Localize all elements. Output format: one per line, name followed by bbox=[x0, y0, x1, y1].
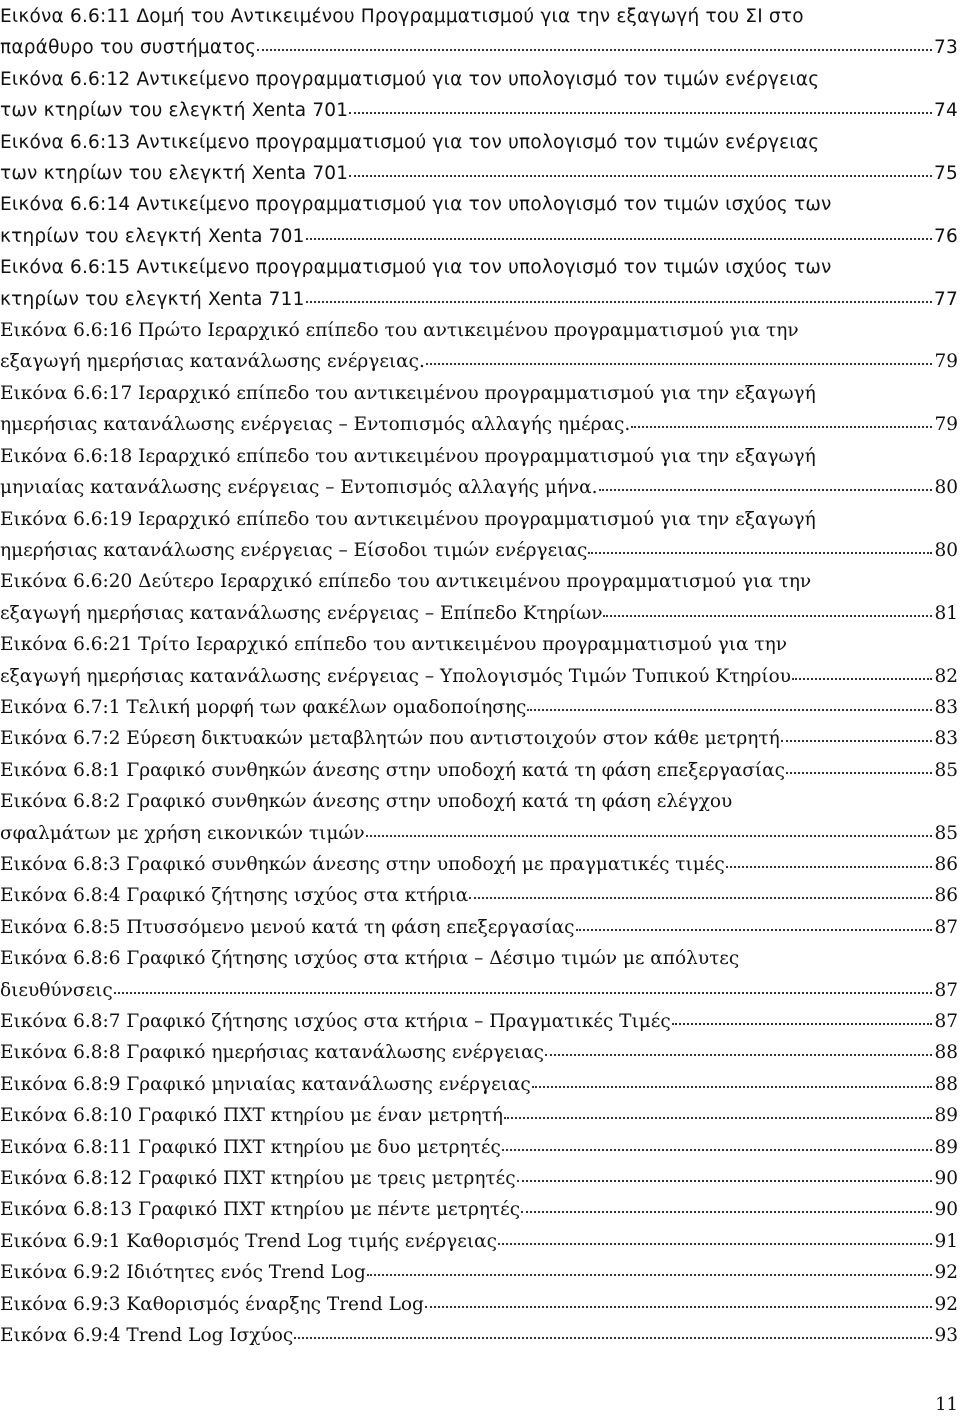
dot-leader bbox=[602, 600, 933, 619]
toc-entry-title: Εικόνα 6.7:1 Τελική μορφή των φακέλων ομαδοποίησης bbox=[0, 696, 527, 718]
dot-leader bbox=[293, 1323, 933, 1342]
toc-entry-title-line: Εικόνα 6.6:20 Δεύτερο Ιεραρχικό επίπεδο του αντικειμένου προγραμματισμού για την bbox=[0, 571, 812, 593]
toc-entry[interactable] bbox=[0, 315, 958, 378]
dot-leader bbox=[598, 475, 934, 494]
toc-entry-last-line bbox=[0, 1069, 958, 1100]
dot-leader bbox=[671, 1009, 934, 1028]
toc-entry-page: 81 bbox=[934, 602, 958, 624]
toc-entry-last-line bbox=[0, 472, 958, 503]
toc-entry-page: 74 bbox=[934, 100, 958, 122]
toc-entry-last-line bbox=[0, 692, 958, 723]
dot-leader bbox=[531, 1071, 934, 1090]
toc-entry-page: 82 bbox=[934, 665, 958, 687]
toc-entry-title: των κτηρίων του ελεγκτή Xenta 701 bbox=[0, 163, 349, 185]
dot-leader bbox=[575, 914, 934, 933]
toc-entry-last-line bbox=[0, 755, 958, 786]
dot-leader bbox=[468, 883, 933, 902]
toc-entry[interactable] bbox=[0, 880, 958, 911]
toc-entry-last-line bbox=[0, 535, 958, 566]
dot-leader bbox=[501, 1134, 934, 1153]
toc-entry-title: Εικόνα 6.8:9 Γραφικό μηνιαίας κατανάλωσης ενέργειας bbox=[0, 1073, 531, 1095]
toc-entry-page: 88 bbox=[934, 1042, 958, 1064]
toc-entry-page: 85 bbox=[934, 822, 958, 844]
toc-entry-title: Εικόνα 6.8:5 Πτυσσόμενο μενού κατά τη φάση επεξεργασίας bbox=[0, 916, 575, 938]
toc-entry-page: 86 bbox=[934, 853, 958, 875]
dot-leader bbox=[780, 726, 934, 745]
toc-entry-title: ημερήσιας κατανάλωσης ενέργειας – Είσοδοι τιμών ενέργειας bbox=[0, 539, 588, 561]
dot-leader bbox=[305, 286, 933, 305]
toc-entry[interactable] bbox=[0, 504, 958, 567]
toc-entry-title: ημερήσιας κατανάλωσης ενέργειας – Εντοπισμός αλλαγής ημέρας. bbox=[0, 414, 631, 436]
dot-leader bbox=[725, 851, 934, 870]
toc-entry[interactable] bbox=[0, 912, 958, 943]
toc-entry-title: Εικόνα 6.8:3 Γραφικό συνθηκών άνεσης στην υποδοχή με πραγματικές τιμές bbox=[0, 853, 725, 875]
dot-leader bbox=[520, 1197, 933, 1216]
toc-entry-title: παράθυρο του συστήματος bbox=[0, 37, 257, 59]
toc-entry-last-line bbox=[0, 598, 958, 629]
toc-entry[interactable] bbox=[0, 1006, 958, 1037]
toc-entry-last-line bbox=[0, 1006, 958, 1037]
toc-entry-title: Εικόνα 6.9:2 Ιδιότητες ενός Trend Log bbox=[0, 1262, 366, 1284]
toc-entry[interactable] bbox=[0, 1069, 958, 1100]
toc-entry-page: 90 bbox=[934, 1168, 958, 1190]
toc-entry-title: Εικόνα 6.9:1 Καθορισμός Trend Log τιμής ενέργειας bbox=[0, 1230, 497, 1252]
toc-entry-page: 79 bbox=[934, 351, 958, 373]
toc-entry-page: 93 bbox=[934, 1325, 958, 1347]
toc-entry-last-line bbox=[0, 723, 958, 754]
dot-leader bbox=[425, 349, 934, 368]
toc-entry-last-line bbox=[0, 221, 958, 252]
dot-leader bbox=[424, 1291, 934, 1310]
toc-entry-page: 85 bbox=[934, 759, 958, 781]
dot-leader bbox=[544, 1040, 933, 1059]
toc-entry-title: κτηρίων του ελεγκτή Xenta 711 bbox=[0, 288, 305, 310]
toc-entry-title-line: Εικόνα 6.6:16 Πρώτο Ιεραρχικό επίπεδο του αντικειμένου προγραμματισμού για την bbox=[0, 320, 799, 342]
toc-entry-page: 86 bbox=[934, 885, 958, 907]
toc-entry-last-line bbox=[0, 346, 958, 377]
toc-entry-page: 75 bbox=[934, 163, 958, 185]
toc-entry-title-line: Εικόνα 6.6:13 Αντικείμενο προγραμματισμού για τον υπολογισμό τον τιμών ενέργειας bbox=[0, 131, 820, 153]
toc-entry-title-line: Εικόνα 6.6:11 Δομή του Αντικειμένου Προγραμματισμού για την εξαγωγή του ΣΙ στο bbox=[0, 6, 804, 27]
dot-leader bbox=[366, 1260, 934, 1279]
toc-entry-last-line bbox=[0, 1163, 958, 1194]
toc-entry[interactable] bbox=[0, 1194, 958, 1225]
toc-entry-last-line bbox=[0, 880, 958, 911]
dot-leader bbox=[503, 1103, 933, 1122]
toc-entry[interactable] bbox=[0, 441, 958, 504]
toc-entry[interactable] bbox=[0, 1320, 958, 1351]
dot-leader bbox=[791, 663, 933, 682]
toc-entry-page: 90 bbox=[934, 1199, 958, 1221]
toc-entry-last-line bbox=[0, 1320, 958, 1351]
toc-entry-page: 80 bbox=[934, 539, 958, 561]
toc-entry[interactable] bbox=[0, 723, 958, 754]
toc-entry[interactable] bbox=[0, 566, 958, 629]
toc-entry[interactable] bbox=[0, 127, 958, 190]
toc-entry-page: 89 bbox=[934, 1136, 958, 1158]
toc-entry-page: 76 bbox=[934, 225, 958, 247]
toc-entry-title: Εικόνα 6.8:11 Γραφικό ΠΧΤ κτηρίου με δυο μετρητές bbox=[0, 1136, 501, 1158]
toc-entry[interactable] bbox=[0, 755, 958, 786]
dot-leader bbox=[113, 977, 934, 996]
toc-entry-title: Εικόνα 6.9:4 Trend Log Ισχύος bbox=[0, 1325, 294, 1347]
toc-entry[interactable] bbox=[0, 1163, 958, 1194]
toc-entry[interactable] bbox=[0, 849, 958, 880]
toc-entry[interactable] bbox=[0, 1037, 958, 1068]
dot-leader bbox=[516, 1166, 934, 1185]
toc-entry[interactable] bbox=[0, 1226, 958, 1257]
dot-leader bbox=[587, 537, 933, 556]
toc-entry-title-line: Εικόνα 6.6:21 Τρίτο Ιεραρχικό επίπεδο του αντικειμένου προγραμματισμού για την bbox=[0, 634, 787, 656]
toc-entry-title: κτηρίων του ελεγκτή Xenta 701 bbox=[0, 225, 305, 247]
toc-entry-title: Εικόνα 6.8:13 Γραφικό ΠΧΤ κτηρίου με πέντε μετρητές bbox=[0, 1199, 521, 1221]
toc-entry-last-line bbox=[0, 661, 958, 692]
dot-leader bbox=[348, 98, 933, 117]
toc-entry-title: μηνιαίας κατανάλωσης ενέργειας – Εντοπισμός αλλαγής μήνα. bbox=[0, 477, 598, 499]
toc-entry-title-line: Εικόνα 6.8:2 Γραφικό συνθηκών άνεσης στην υποδοχή κατά τη φάση ελέγχου bbox=[0, 791, 733, 813]
dot-leader bbox=[630, 412, 933, 431]
toc-entry-title: εξαγωγή ημερήσιας κατανάλωσης ενέργειας – Υπολογισμός Τιμών Τυπικού Κτηρίου bbox=[0, 665, 792, 687]
toc-entry-last-line bbox=[0, 32, 958, 63]
toc-entry-title: Εικόνα 6.7:2 Εύρεση δικτυακών μεταβλητών που αντιστοιχούν στον κάθε μετρητή bbox=[0, 728, 780, 750]
toc-entry-title-line: Εικόνα 6.6:17 Ιεραρχικό επίπεδο του αντικειμένου προγραμματισμού για την εξαγωγή bbox=[0, 382, 816, 404]
toc-entry-page: 92 bbox=[934, 1293, 958, 1315]
toc-entry[interactable] bbox=[0, 378, 958, 441]
toc-entry[interactable] bbox=[0, 692, 958, 723]
toc-entry-title: Εικόνα 6.8:8 Γραφικό ημερήσιας κατανάλωσης ενέργειας bbox=[0, 1042, 544, 1064]
toc-entry-title-line: Εικόνα 6.8:6 Γραφικό ζήτησης ισχύος στα κτήρια – Δέσιμο τιμών με απόλυτες bbox=[0, 948, 740, 970]
toc-entry[interactable] bbox=[0, 64, 958, 127]
toc-entry-title: Εικόνα 6.8:10 Γραφικό ΠΧΤ κτηρίου με έναν μετρητή bbox=[0, 1105, 504, 1127]
toc-entry-last-line bbox=[0, 1132, 958, 1163]
dot-leader bbox=[305, 223, 933, 242]
dot-leader bbox=[256, 35, 933, 54]
toc-entry[interactable] bbox=[0, 1100, 958, 1131]
toc-entry-title: διευθύνσεις bbox=[0, 979, 113, 1001]
toc-entry-title-line: Εικόνα 6.6:19 Ιεραρχικό επίπεδο του αντικειμένου προγραμματισμού για την εξαγωγή bbox=[0, 508, 816, 530]
toc-entry-last-line bbox=[0, 95, 958, 126]
dot-leader bbox=[526, 694, 933, 713]
toc-entry-title: εξαγωγή ημερήσιας κατανάλωσης ενέργειας – Επίπεδο Κτηρίων bbox=[0, 602, 603, 624]
toc-entry-page: 83 bbox=[934, 728, 958, 750]
toc-entry-title: Εικόνα 6.8:1 Γραφικό συνθηκών άνεσης στην υποδοχή κατά τη φάση επεξεργασίας bbox=[0, 759, 786, 781]
toc-entry-title-line: Εικόνα 6.6:14 Αντικείμενο προγραμματισμού για τον υπολογισμό τον τιμών ισχύος των bbox=[0, 194, 832, 216]
toc-entry-page: 87 bbox=[934, 916, 958, 938]
toc-entry[interactable] bbox=[0, 1, 958, 64]
toc-entry[interactable] bbox=[0, 1257, 958, 1288]
toc-entry[interactable] bbox=[0, 1132, 958, 1163]
toc-entry-last-line bbox=[0, 1257, 958, 1288]
toc-entry-page: 77 bbox=[934, 288, 958, 310]
toc-entry-title: Εικόνα 6.8:12 Γραφικό ΠΧΤ κτηρίου με τρεις μετρητές bbox=[0, 1168, 516, 1190]
page-number: 11 bbox=[935, 1394, 958, 1415]
toc-entry-page: 80 bbox=[934, 477, 958, 499]
toc-entry-title-line: Εικόνα 6.6:12 Αντικείμενο προγραμματισμού για τον υπολογισμό τον τιμών ενέργειας bbox=[0, 68, 820, 90]
toc-entry-last-line bbox=[0, 409, 958, 440]
toc-entry-last-line bbox=[0, 1194, 958, 1225]
toc-entry-last-line bbox=[0, 284, 958, 315]
toc-entry-last-line bbox=[0, 849, 958, 880]
toc-entry-title: σφαλμάτων με χρήση εικονικών τιμών bbox=[0, 822, 365, 844]
toc-entry-title: Εικόνα 6.8:7 Γραφικό ζήτησης ισχύος στα κτήρια – Πραγματικές Τιμές bbox=[0, 1011, 671, 1032]
toc-entry-title: εξαγωγή ημερήσιας κατανάλωσης ενέργειας. bbox=[0, 351, 425, 373]
toc-entry-page: 87 bbox=[934, 979, 958, 1001]
toc-entry-last-line bbox=[0, 912, 958, 943]
dot-leader bbox=[348, 161, 933, 180]
toc-entry-page: 91 bbox=[934, 1230, 958, 1252]
toc-entry-title-line: Εικόνα 6.6:18 Ιεραρχικό επίπεδο του αντικειμένου προγραμματισμού για την εξαγωγή bbox=[0, 445, 816, 467]
toc-entry[interactable] bbox=[0, 629, 958, 692]
toc-entry[interactable] bbox=[0, 189, 958, 252]
toc-entry-last-line bbox=[0, 158, 958, 189]
toc-entry[interactable] bbox=[0, 943, 958, 1006]
toc-entry-page: 87 bbox=[934, 1011, 958, 1032]
toc-entry-title: των κτηρίων του ελεγκτή Xenta 701 bbox=[0, 100, 349, 122]
toc-entry-last-line bbox=[0, 1037, 958, 1068]
dot-leader bbox=[785, 757, 933, 776]
toc-entry-title: Εικόνα 6.9:3 Καθορισμός έναρξης Trend Log bbox=[0, 1293, 424, 1315]
toc-entry-page: 89 bbox=[934, 1105, 958, 1127]
toc-entry-last-line bbox=[0, 1100, 958, 1131]
dot-leader bbox=[497, 1228, 934, 1247]
toc-entry-last-line bbox=[0, 1289, 958, 1320]
toc-entry-page: 79 bbox=[934, 414, 958, 436]
toc-entry[interactable] bbox=[0, 1289, 958, 1320]
toc-entry-last-line bbox=[0, 818, 958, 849]
toc-entry-page: 88 bbox=[934, 1073, 958, 1095]
toc-entry-page: 83 bbox=[934, 696, 958, 718]
toc-entry-title: Εικόνα 6.8:4 Γραφικό ζήτησης ισχύος στα κτήρια bbox=[0, 885, 469, 907]
dot-leader bbox=[365, 820, 934, 839]
toc-entry-last-line bbox=[0, 1226, 958, 1257]
toc-entry[interactable] bbox=[0, 252, 958, 315]
toc-entry-title-line: Εικόνα 6.6:15 Αντικείμενο προγραμματισμού για τον υπολογισμό τον τιμών ισχύος των bbox=[0, 257, 832, 279]
toc-entry-last-line bbox=[0, 975, 958, 1006]
toc-entry-page: 73 bbox=[934, 37, 958, 59]
toc-entry-page: 92 bbox=[934, 1262, 958, 1284]
toc-entry[interactable] bbox=[0, 786, 958, 849]
